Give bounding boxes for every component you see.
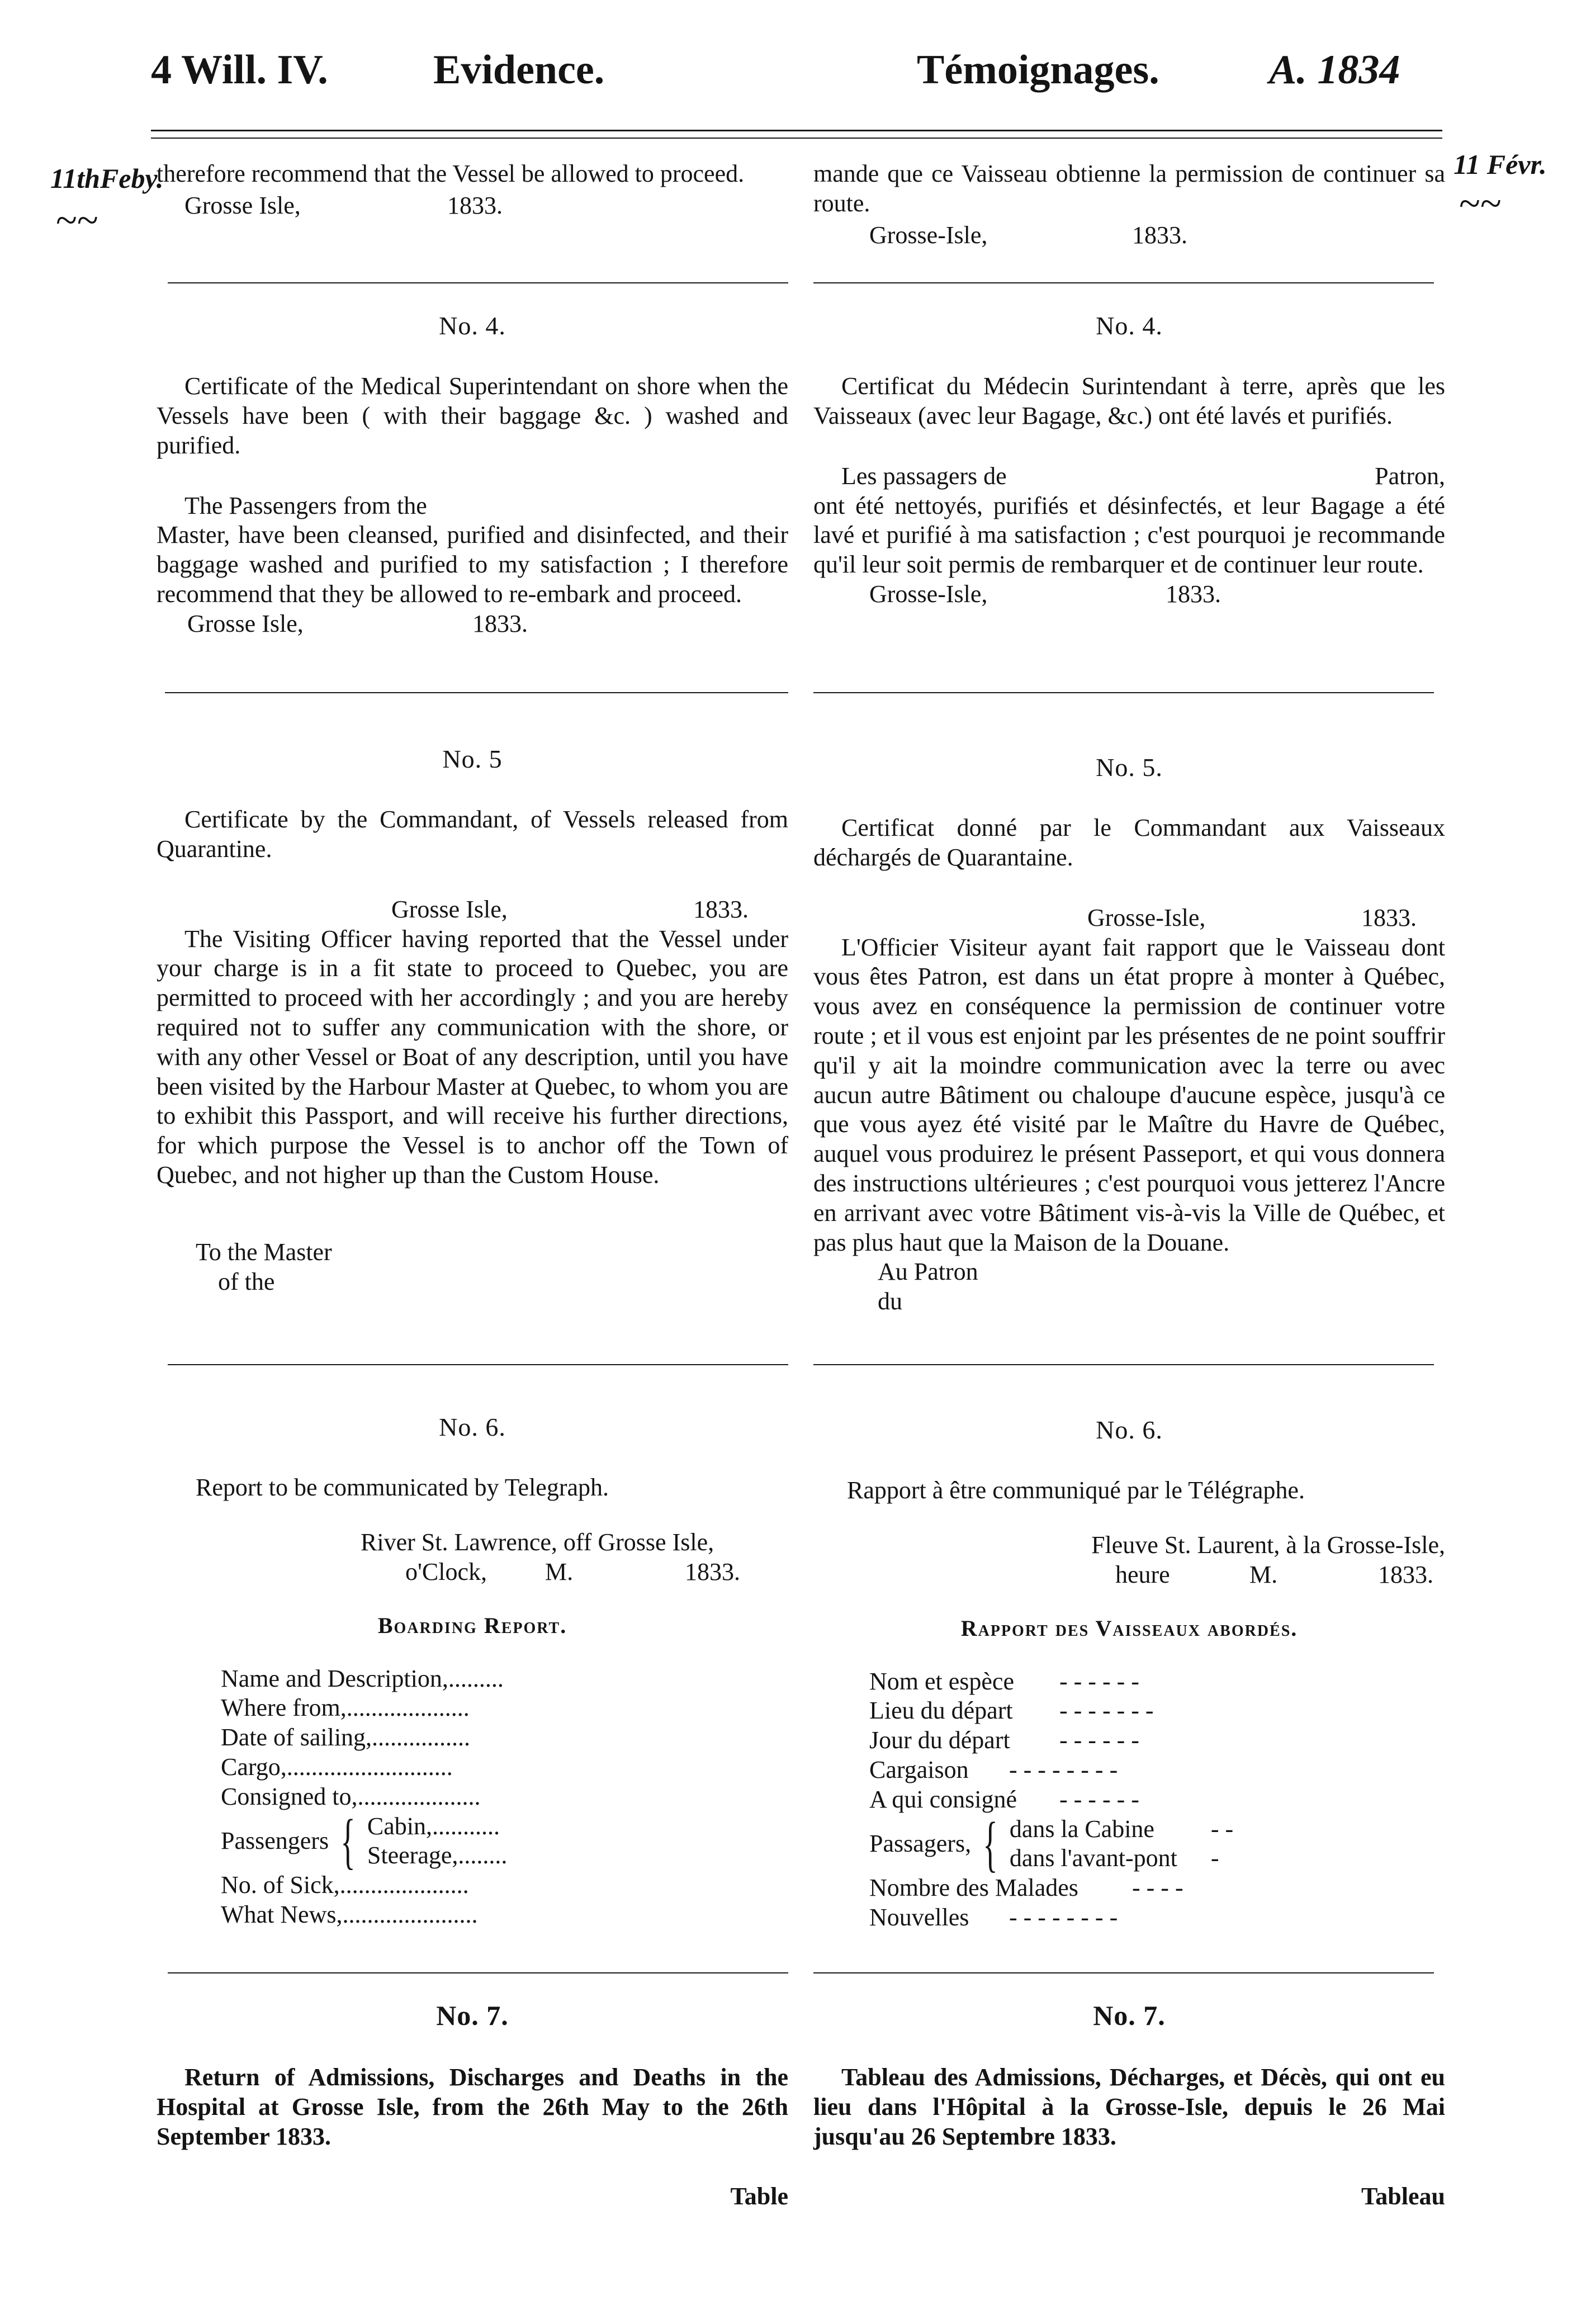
en-no6-year: 1833. [685,1558,740,1585]
fr-no5-body: L'Officier Visiteur ayant fait rapport que le Vaisseau dont vous êtes Patron, est dans un état propre à monter à Québec, vous avez en conséquence la permission de continuer votre route ; et il vous est enjoint par les présentes de ne point souffrir qu'il y ait la moindre communication avec la terre ou avec aucun autre Bâtiment ou chaloupe d'aucune espèce, jusqu'à ce que vous ayez été visité par le Maître du Havre de Québec, auquel vous produirez le présent Passeport, et qui vous donnera des instructions ultérieures ; c'est pourquoi vous jetterez l'Ancre en arrivant avec votre Bâtiment vis-à-vis la Ville de Québec, et pas plus haut que la Maison de la Douane. [813,933,1445,1256]
en-no4-place: Grosse Isle, [187,609,304,637]
header-volume: 4 Will. IV. [151,47,328,93]
en-no6-time-label: o'Clock, [405,1558,487,1585]
fr-no6-m: M. [1249,1560,1278,1588]
fr-cabin-label: dans la Cabine [1009,1815,1154,1843]
fr-no7-catchword: Tableau [1361,2183,1445,2211]
en-rule-1 [168,282,788,283]
form-label: Nouvelles [869,1903,969,1931]
form-dots: - - - - - - [1059,1667,1139,1695]
en-no7-number: No. 7. [436,2000,509,2031]
en-intro-year: 1833. [447,191,503,219]
fr-no6-location: Fleuve St. Laurent, à la Grosse-Isle, [1091,1531,1445,1559]
fr-no4-year: 1833. [1166,580,1221,608]
form-row [869,1726,1445,1755]
en-cabin-label: Cabin, [367,1812,433,1840]
fr-no5-of-the: du [878,1288,902,1315]
form-row [869,1785,1445,1815]
en-no5 [157,744,788,1296]
form-dots: ...................... [342,1900,478,1928]
form-label: Jour du départ [869,1726,1010,1754]
form-label: Cargaison [869,1755,969,1783]
form-label: Lieu du départ [869,1697,1013,1725]
en-no4-title: Certificate of the Medical Superintendant on shore when the Vessels have been ( with their baggage &c. ) washed and purified. [157,372,788,459]
brace-icon: { [983,1810,998,1878]
en-no7-title: Return of Admissions, Discharges and Deaths in the Hospital at Grosse Isle, from the 26th May to the 26th September 1833. [157,2063,788,2150]
en-no5-title: Certificate by the Commandant, of Vessels released from Quarantine. [157,806,788,863]
fr-no5-title: Certificat donné par le Commandant aux Vaisseaux déchargés de Quarantaine. [813,814,1445,871]
en-no7-catchword: Table [730,2183,788,2211]
fr-no7-title: Tableau des Admissions, Décharges, et Décès, qui ont eu lieu dans l'Hôpital à la Grosse-Isle, depuis le 26 Mai jusqu'au 26 Septembre 1833. [813,2063,1445,2150]
brace-icon: { [340,1807,356,1876]
form-label: What News, [221,1900,343,1928]
en-intro-text: therefore recommend that the Vessel be allowed to proceed. [157,160,745,187]
en-no4-body: Master, have been cleansed, purified and disinfected, and their baggage washed and purified to my satisfaction ; I therefore recommend that they be allowed to re-embark and proceed. [157,521,788,608]
en-no7 [157,1999,788,2212]
fr-no7-number: No. 7. [1093,2000,1166,2031]
form-dots: - - [1210,1815,1234,1843]
en-no4-body-start: The Passengers from the [184,491,427,519]
en-no4-number: No. 4. [439,311,506,340]
fr-no5-to-master: Au Patron [878,1258,978,1286]
en-no5-body: The Visiting Officer having reported that the Vessel under your charge is in a fit state to proceed to Quebec, you are permitted to proceed with her accordingly ; and you are hereby required not to suffer any communication with the shore, or with any other Vessel or Boat of any description, until you have been visited by the Harbour Master at Quebec, to whom you are to exhibit this Passport, and will receive his further directions, for which purpose the Vessel is to anchor off the Town of Quebec, and not higher up than the Custom House. [157,925,788,1189]
form-row [221,1900,788,1930]
fr-no7 [813,1999,1445,2212]
fr-passengers-row [869,1810,1445,1878]
fr-no6-form [869,1667,1445,1933]
fr-intro-text: mande que ce Vaisseau obtienne la permission de continuer sa route. [813,160,1445,217]
form-label: No. of Sick, [221,1871,340,1899]
form-label: Nombre des Malades [869,1874,1078,1902]
en-no6-m: M. [545,1558,574,1585]
margin-date-right: 11 Févr. [1454,149,1547,180]
en-no5-place: Grosse Isle, [391,895,508,923]
form-dots: - - - - - - - - [1009,1903,1118,1931]
en-steerage-label: Steerage, [367,1842,458,1869]
en-rule-4 [168,1972,788,1973]
form-dots: - - - - - - [1059,1726,1139,1754]
form-label: Consigned to, [221,1782,358,1810]
form-dots: ........... [432,1812,500,1840]
fr-rule-4 [813,1972,1434,1973]
en-passengers-row [221,1807,788,1876]
en-no4 [157,310,788,639]
form-row [869,1696,1445,1726]
fr-intro [813,159,1445,250]
form-row [221,1664,788,1694]
fr-no5-number: No. 5. [1096,753,1163,782]
form-dots: - - - - - - [1059,1785,1139,1813]
form-row [221,1693,788,1723]
fr-no6-year: 1833. [1378,1560,1433,1588]
en-rule-3 [168,1364,788,1365]
form-row [869,1755,1445,1785]
fr-no4-place: Grosse-Isle, [869,580,988,608]
en-no6-report-title: Boarding Report. [377,1612,567,1638]
en-no5-number: No. 5 [442,745,503,773]
form-dots: ........................... [286,1753,453,1781]
fr-no5-place: Grosse-Isle, [1087,903,1206,931]
fr-rule-3 [813,1364,1434,1365]
form-dots: - - - - [1132,1874,1183,1902]
fr-no6-report-title: Rapport des Vaisseaux abordés. [960,1615,1298,1641]
form-row [221,1723,788,1753]
en-no6-location: River St. Lawrence, off Grosse Isle, [361,1528,714,1556]
form-dots: ........ [458,1842,508,1869]
fr-no6 [813,1414,1445,1933]
en-intro-place: Grosse Isle, [184,191,301,219]
header-appendix: A. 1834 [1269,47,1400,93]
form-row [221,1753,788,1782]
form-dots: - - - - - - - - [1009,1755,1118,1783]
form-row [869,1873,1445,1903]
fr-no6-title: Rapport à être communiqué par le Télégraphe. [847,1476,1305,1504]
header-left-title: Evidence. [433,47,605,93]
margin-date-left: 11thFeby. [50,163,164,194]
fr-no5 [813,752,1445,1317]
form-dots: .................... [346,1694,470,1722]
form-label: Where from, [221,1694,347,1722]
fr-steerage-label: dans l'avant-pont [1009,1844,1177,1872]
header-rule-bottom [151,138,1442,139]
form-label: Date of sailing, [221,1724,372,1752]
en-no6-number: No. 6. [439,1413,506,1441]
fr-no4-number: No. 4. [1096,311,1163,340]
fr-intro-year: 1833. [1132,221,1187,249]
form-dots: ..................... [339,1871,469,1899]
en-no5-to-master: To the Master [196,1238,332,1266]
en-no4-year: 1833. [472,609,528,637]
form-dots: - [1210,1844,1219,1872]
fr-rule-1 [813,282,1434,283]
form-dots: ......... [448,1664,504,1692]
fr-no4-title: Certificat du Médecin Surintendant à terre, après que les Vaisseaux (avec leur Bagage, &c.) ont été lavés et purifiés. [813,372,1445,429]
en-passengers-label: Passengers [221,1826,329,1854]
en-rule-2 [165,692,788,693]
margin-swash-right: ~~ [1459,182,1502,225]
header-right-title: Témoignages. [917,47,1159,93]
form-dots: ................ [372,1724,471,1752]
fr-no5-year: 1833. [1361,903,1417,931]
form-label: Name and Description, [221,1664,448,1692]
fr-rule-2 [813,692,1434,693]
fr-no6-time-label: heure [1115,1560,1170,1588]
en-no6-title: Report to be communicated by Telegraph. [196,1474,609,1502]
form-dots: - - - - - - - [1059,1697,1154,1725]
form-label: Cargo, [221,1753,287,1781]
fr-no6-number: No. 6. [1096,1416,1163,1444]
margin-swash-left: ~~ [56,199,98,242]
form-label: Nom et espèce [869,1667,1014,1695]
form-row [221,1871,788,1900]
en-no5-year: 1833. [693,895,749,923]
fr-intro-place: Grosse-Isle, [869,221,988,249]
fr-no4 [813,310,1445,609]
en-intro [157,159,788,221]
fr-no4-body: ont été nettoyés, purifiés et désinfectés, et leur Bagage a été lavé et purifié à ma satisfaction ; c'est pourquoi je recommande qu'il leur soit permis de rembarquer et de continuer leur route. [813,491,1445,579]
en-no6 [157,1412,788,1930]
fr-no4-patron: Patron, [1375,462,1445,490]
header-rule-top [151,130,1442,131]
form-row [869,1667,1445,1697]
form-row [869,1903,1445,1933]
fr-passengers-label: Passagers, [869,1829,972,1857]
en-no5-of-the: of the [218,1267,275,1295]
form-row [221,1782,788,1812]
fr-no4-body-start: Les passagers de [841,462,1007,490]
form-dots: .................... [357,1782,481,1810]
form-label: A qui consigné [869,1785,1017,1813]
en-no6-form [221,1664,788,1930]
